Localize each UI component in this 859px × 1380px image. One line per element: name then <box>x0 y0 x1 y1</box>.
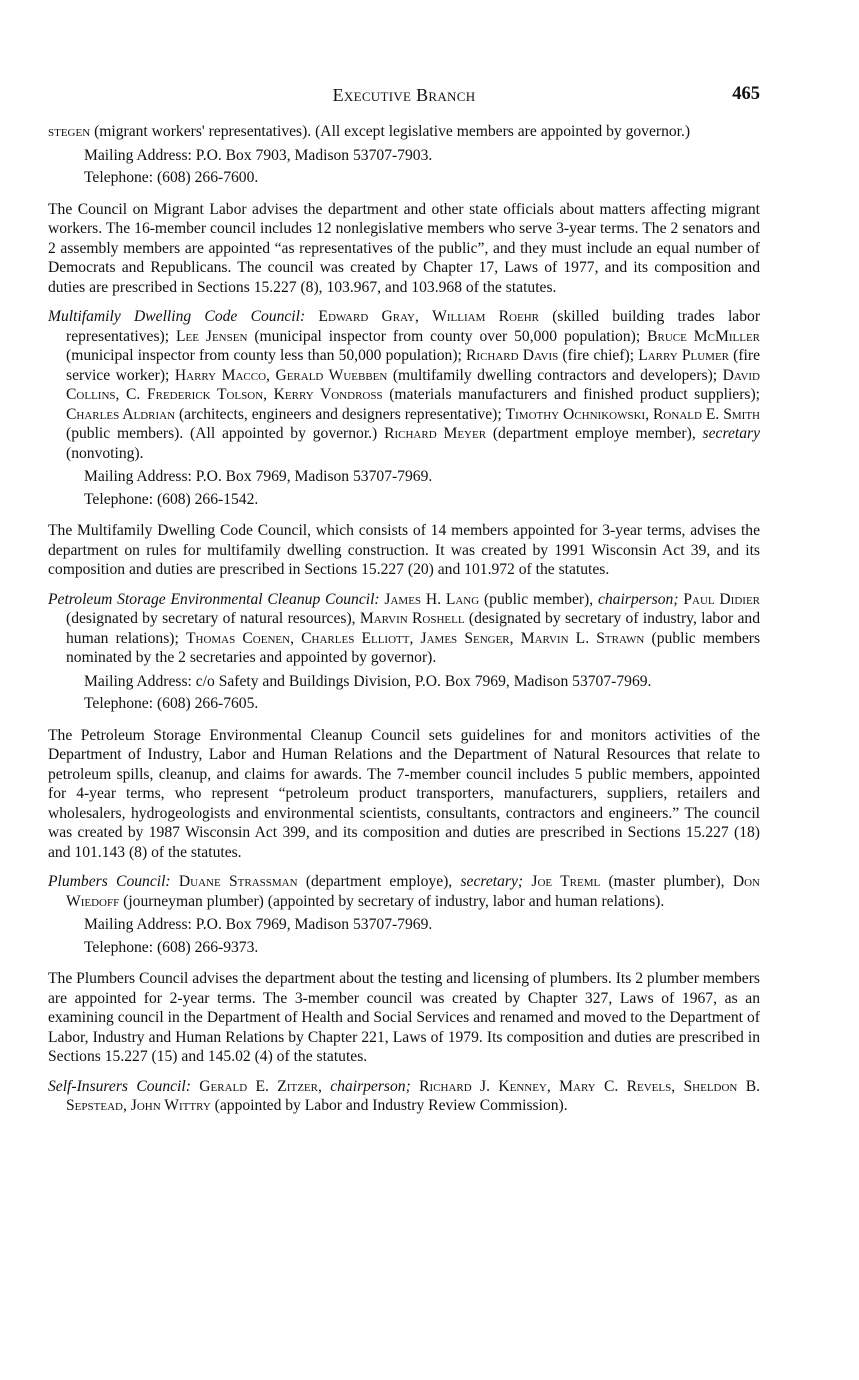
member-role: (skilled building trades labor representatives); <box>66 308 761 345</box>
member-name: C. Frederick Tolson <box>126 386 264 403</box>
separator: , <box>509 629 521 647</box>
member-role: (public member), <box>479 590 598 608</box>
member-role: (designated by secretary of natural resources), <box>66 610 360 627</box>
member-name: Richard Meyer <box>384 425 487 442</box>
council-heading: Self-Insurers Council: <box>48 1077 191 1095</box>
petroleum-description: The Petroleum Storage Environmental Cleanup Council sets guidelines for and monitors activities of the Department of Industry, Labor and Human Relations and the Department of Natural Resources that relate to petroleum spills, cleanup, and claims for awards. The 7-member council includes 5 public members, appointed for 4-year terms, who represent “petroleum product transporters, manufacturers, suppliers, retailers and wholesalers, hydrogeologists and environmental scientists, consultants, contractors and engineers.” The council was created by 1987 Wisconsin Act 399, and its composition and duties are prescribed in Sections 15.227 (18) and 101.143 (8) of the statutes. <box>48 726 760 861</box>
member-name: Marvin L. Strawn <box>520 629 645 647</box>
multifamily-council-entry <box>48 307 760 463</box>
member-name: Gerald Wuebben <box>275 366 388 384</box>
separator <box>411 1078 419 1095</box>
officer-role: chairperson; <box>330 1077 411 1095</box>
petroleum-council-entry <box>48 590 760 668</box>
separator: , <box>671 1077 684 1095</box>
petroleum-mailing-address: Mailing Address: c/o Safety and Buildings Division, P.O. Box 7969, Madison 53707-7969. <box>84 672 652 690</box>
member-name: Ronald E. Smith <box>653 405 760 423</box>
member-name: Don Wiedoff <box>66 873 760 910</box>
member-name: James H. Lang <box>384 590 480 608</box>
officer-role: secretary <box>702 425 760 442</box>
member-role: (municipal inspector from county less than 50,000 population); <box>66 347 466 364</box>
member-name: Richard J. Kenney <box>419 1077 547 1095</box>
member-name: David Collins <box>66 366 760 403</box>
separator: , <box>415 308 433 325</box>
document-page <box>48 86 760 1116</box>
member-name: Larry Plumer <box>638 347 730 364</box>
member-name: Paul Didier <box>683 590 760 608</box>
separator: , <box>546 1077 560 1095</box>
multifamily-telephone: Telephone: (608) 266-1542. <box>84 490 259 508</box>
member-role: (multifamily dwelling contractors and developers); <box>387 366 723 384</box>
member-name: Richard Davis <box>466 347 559 364</box>
separator: , <box>317 1077 331 1095</box>
member-name: John Wittry <box>130 1097 211 1114</box>
member-role: (fire chief); <box>558 347 639 364</box>
running-header <box>48 86 760 112</box>
member-role: (master plumber), <box>600 873 733 890</box>
migrant-mailing-address: Mailing Address: P.O. Box 7903, Madison 53707-7903. <box>84 146 433 164</box>
member-name: Charles Elliott <box>301 629 410 647</box>
council-heading: Petroleum Storage Environmental Cleanup Council: <box>48 590 380 608</box>
member-role: (municipal inspector from county over 50,000 population); <box>247 327 648 345</box>
member-name: Edward Gray <box>318 308 416 325</box>
separator: , <box>266 366 276 384</box>
member-name: Timothy Ochnikowski <box>505 405 646 423</box>
council-heading: Plumbers Council: <box>48 873 171 890</box>
member-name: Marvin Roshell <box>359 610 465 627</box>
member-name: William Roehr <box>432 308 539 325</box>
member-role: (migrant workers' representatives). (All except legislative members are appointed by governor.) <box>90 123 691 140</box>
member-name: Joe Treml <box>531 873 601 890</box>
separator: , <box>409 629 421 647</box>
member-name: Lee Jensen <box>175 327 248 345</box>
member-role: (materials manufacturers and finished product suppliers); <box>382 386 761 403</box>
separator: , <box>263 386 274 403</box>
member-name: Duane Strassman <box>178 873 298 890</box>
member-role: (department employe), <box>297 873 461 890</box>
officer-role: secretary; <box>460 873 524 890</box>
member-role: (nonvoting). <box>66 444 144 462</box>
member-name: Harry Macco <box>174 366 267 384</box>
migrant-members-continued <box>48 122 760 142</box>
plumbers-council-entry <box>48 872 760 911</box>
member-name: Kerry Vondross <box>273 386 383 403</box>
selfinsurers-council-entry <box>48 1077 760 1116</box>
officer-role: chairperson; <box>597 590 679 608</box>
petroleum-telephone: Telephone: (608) 266-7605. <box>84 695 259 712</box>
member-role: (department employe member), <box>486 425 703 442</box>
plumbers-description: The Plumbers Council advises the department about the testing and licensing of plumbers. Its 2 plumber members are appointed for 2-year terms. The 3-member council was created by Chapter 327, Laws of 1967, as an examining council in the Department of Health and Social Services and renamed and moved to the Department of Labor, Industry and Human Relations by Chapter 221, Laws of 1979. Its composition and duties are prescribed in Sections 15.227 (15) and 145.02 (4) of the statutes. <box>48 970 760 1065</box>
council-heading: Multifamily Dwelling Code Council: <box>48 308 306 325</box>
multifamily-description: The Multifamily Dwelling Code Council, which consists of 14 members appointed for 3-year terms, advises the department on rules for multifamily dwelling construction. It was created by 1991 Wisconsin Act 39, and its composition and duties are prescribed in Sections 15.227 (20) and 101.972 of the statutes. <box>48 522 760 578</box>
member-name: Gerald E. Zitzer <box>199 1077 318 1095</box>
member-role: (public members nominated by the 2 secretaries and appointed by governor). <box>66 629 761 666</box>
multifamily-mailing-address: Mailing Address: P.O. Box 7969, Madison 53707-7969. <box>84 468 433 485</box>
separator: , <box>290 629 302 647</box>
member-role: (journeyman plumber) (appointed by secretary of industry, labor and human relations). <box>119 892 665 910</box>
member-name: stegen <box>48 123 91 140</box>
member-name: Sheldon B. Sepstead <box>66 1077 761 1114</box>
plumbers-mailing-address: Mailing Address: P.O. Box 7969, Madison 53707-7969. <box>84 916 433 933</box>
separator: , <box>115 386 127 403</box>
page-number: 465 <box>732 84 760 104</box>
member-role: (appointed by Labor and Industry Review Commission). <box>210 1097 568 1114</box>
member-name: Charles Aldrian <box>66 405 176 423</box>
separator: , <box>645 405 654 423</box>
member-name: Mary C. Revels <box>559 1077 672 1095</box>
plumbers-telephone: Telephone: (608) 266-9373. <box>84 938 259 956</box>
member-role: (fire service worker); <box>66 347 760 384</box>
member-name: James Senger <box>420 629 510 647</box>
member-role: (public members). (All appointed by governor.) <box>66 425 385 442</box>
member-name: Bruce McMiller <box>647 327 761 345</box>
member-role: (designated by secretary of industry, labor and human relations); <box>66 610 761 647</box>
member-role: (architects, engineers and designers representative); <box>175 405 506 423</box>
migrant-description: The Council on Migrant Labor advises the department and other state officials about matters affecting migrant workers. The 16-member council includes 12 nonlegislative members who serve 3-year terms. The 2 senators and 2 assembly members are appointed “as representatives of the public”, and they must include an equal number of Democrats and Republicans. The council was created by Chapter 17, Laws of 1977, and its composition and duties are prescribed in Sections 15.227 (8), 103.967, and 103.968 of the statutes. <box>48 200 760 296</box>
migrant-telephone: Telephone: (608) 266-7600. <box>84 169 259 186</box>
member-name: Thomas Coenen <box>185 629 291 647</box>
separator: , <box>122 1097 131 1114</box>
running-title: Executive Branch <box>332 85 476 105</box>
